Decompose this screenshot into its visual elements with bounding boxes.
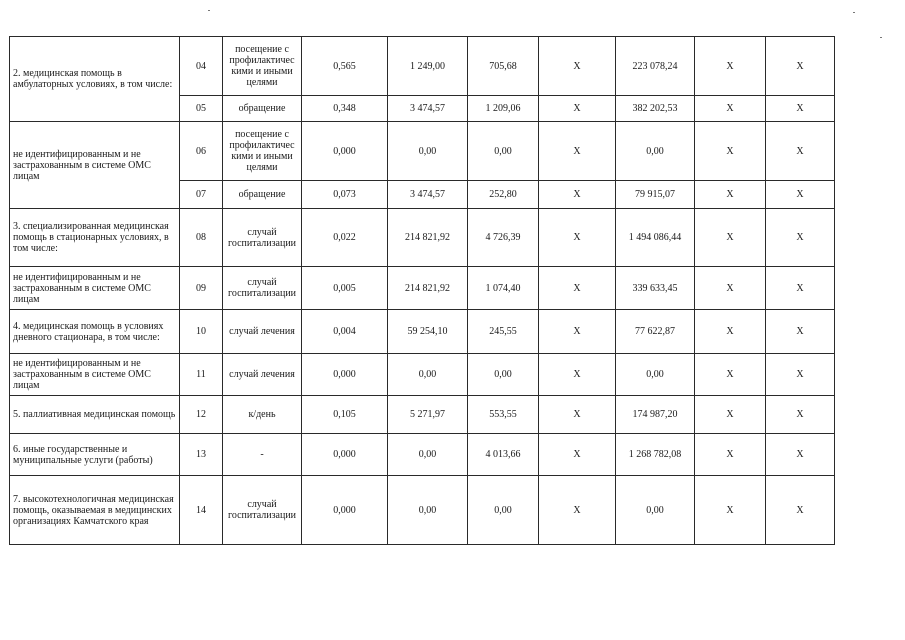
cell-value: 223 078,24 — [616, 37, 695, 96]
row-unit: случай лечения — [223, 354, 302, 396]
cell-value: X — [695, 354, 766, 396]
cell-value: X — [695, 209, 766, 267]
table-row — [10, 310, 835, 354]
cell-value: 0,000 — [302, 476, 388, 545]
cell-value: 0,00 — [468, 476, 539, 545]
cell-value: 1 074,40 — [468, 267, 539, 310]
row-name: 2. медицинская помощь в амбулаторных условиях, в том числе: — [10, 37, 180, 122]
cell-value: 553,55 — [468, 396, 539, 434]
cell-value: 0,022 — [302, 209, 388, 267]
cell-value: X — [539, 122, 616, 181]
table-row — [10, 476, 835, 545]
row-code: 05 — [180, 96, 223, 122]
cell-value: 1 268 782,08 — [616, 434, 695, 476]
cell-value: 0,000 — [302, 122, 388, 181]
cell-value: 4 013,66 — [468, 434, 539, 476]
cell-value: 0,005 — [302, 267, 388, 310]
row-unit: обращение — [223, 181, 302, 209]
row-code: 07 — [180, 181, 223, 209]
cell-value: 214 821,92 — [388, 267, 468, 310]
cell-value: 0,073 — [302, 181, 388, 209]
cell-value: 382 202,53 — [616, 96, 695, 122]
cell-value: X — [766, 181, 835, 209]
table-row — [10, 37, 835, 96]
row-unit: случай госпитализации — [223, 267, 302, 310]
cell-value: 1 209,06 — [468, 96, 539, 122]
cell-value: X — [695, 310, 766, 354]
cell-value: 77 622,87 — [616, 310, 695, 354]
cell-value: 0,00 — [616, 476, 695, 545]
cell-value: 0,565 — [302, 37, 388, 96]
cell-value: X — [766, 96, 835, 122]
cell-value: 3 474,57 — [388, 181, 468, 209]
row-unit: к/день — [223, 396, 302, 434]
row-name: 5. паллиативная медицинская помощь — [10, 396, 180, 434]
cell-value: 0,00 — [616, 354, 695, 396]
cell-value: 0,00 — [616, 122, 695, 181]
table-row — [10, 122, 835, 181]
tariff-table — [9, 36, 835, 545]
table-row — [10, 434, 835, 476]
cell-value: 339 633,45 — [616, 267, 695, 310]
cell-value: X — [539, 37, 616, 96]
cell-value: 245,55 — [468, 310, 539, 354]
cell-value: X — [695, 476, 766, 545]
cell-value: X — [766, 310, 835, 354]
row-unit: случай лечения — [223, 310, 302, 354]
cell-value: 0,000 — [302, 354, 388, 396]
row-unit: посещение с профилактичес кими и иными целями — [223, 122, 302, 181]
cell-value: 4 726,39 — [468, 209, 539, 267]
scan-speck — [208, 10, 210, 11]
cell-value: X — [695, 122, 766, 181]
cell-value: 0,004 — [302, 310, 388, 354]
row-code: 04 — [180, 37, 223, 96]
cell-value: X — [766, 267, 835, 310]
cell-value: 1 249,00 — [388, 37, 468, 96]
cell-value: X — [695, 37, 766, 96]
cell-value: X — [539, 476, 616, 545]
table-row — [10, 267, 835, 310]
cell-value: X — [695, 181, 766, 209]
cell-value: 0,348 — [302, 96, 388, 122]
row-unit: обращение — [223, 96, 302, 122]
cell-value: X — [539, 354, 616, 396]
row-unit: посещение с профилактичес кими и иными целями — [223, 37, 302, 96]
cell-value: X — [539, 96, 616, 122]
cell-value: 0,00 — [388, 434, 468, 476]
row-code: 10 — [180, 310, 223, 354]
row-code: 14 — [180, 476, 223, 545]
cell-value: 0,00 — [388, 354, 468, 396]
cell-value: 0,000 — [302, 434, 388, 476]
row-code: 12 — [180, 396, 223, 434]
cell-value: 5 271,97 — [388, 396, 468, 434]
row-name: не идентифицированным и не застрахованным в системе ОМС лицам — [10, 122, 180, 209]
row-name: не идентифицированным и не застрахованным в системе ОМС лицам — [10, 354, 180, 396]
cell-value: 0,00 — [468, 122, 539, 181]
cell-value: 3 474,57 — [388, 96, 468, 122]
cell-value: X — [539, 209, 616, 267]
cell-value: 0,00 — [388, 122, 468, 181]
row-name: не идентифицированным и не застрахованным в системе ОМС лицам — [10, 267, 180, 310]
cell-value: X — [539, 267, 616, 310]
cell-value: 214 821,92 — [388, 209, 468, 267]
table-row — [10, 209, 835, 267]
scan-speck — [853, 12, 855, 13]
row-code: 13 — [180, 434, 223, 476]
cell-value: X — [539, 396, 616, 434]
row-name: 7. высокотехнологичная медицинская помощь, оказываемая в медицинских организациях Камчатского края — [10, 476, 180, 545]
row-code: 11 — [180, 354, 223, 396]
cell-value: X — [695, 434, 766, 476]
row-unit: - — [223, 434, 302, 476]
cell-value: X — [766, 396, 835, 434]
row-code: 09 — [180, 267, 223, 310]
table-row — [10, 396, 835, 434]
cell-value: X — [766, 354, 835, 396]
row-name: 4. медицинская помощь в условиях дневного стационара, в том числе: — [10, 310, 180, 354]
cell-value: X — [766, 122, 835, 181]
cell-value: X — [539, 310, 616, 354]
cell-value: 79 915,07 — [616, 181, 695, 209]
cell-value: 0,00 — [388, 476, 468, 545]
row-code: 06 — [180, 122, 223, 181]
cell-value: 59 254,10 — [388, 310, 468, 354]
row-unit: случай госпитализации — [223, 476, 302, 545]
cell-value: X — [766, 434, 835, 476]
cell-value: X — [766, 37, 835, 96]
row-name: 6. иные государственные и муниципальные услуги (работы) — [10, 434, 180, 476]
scan-speck — [880, 37, 882, 38]
table-row — [10, 354, 835, 396]
cell-value: 705,68 — [468, 37, 539, 96]
cell-value: 0,00 — [468, 354, 539, 396]
row-code: 08 — [180, 209, 223, 267]
cell-value: 252,80 — [468, 181, 539, 209]
cell-value: X — [695, 267, 766, 310]
row-name: 3. специализированная медицинская помощь в стационарных условиях, в том числе: — [10, 209, 180, 267]
row-unit: случай госпитализации — [223, 209, 302, 267]
cell-value: X — [695, 396, 766, 434]
cell-value: X — [695, 96, 766, 122]
cell-value: 1 494 086,44 — [616, 209, 695, 267]
cell-value: 174 987,20 — [616, 396, 695, 434]
cell-value: X — [766, 476, 835, 545]
cell-value: X — [766, 209, 835, 267]
cell-value: X — [539, 434, 616, 476]
cell-value: X — [539, 181, 616, 209]
cell-value: 0,105 — [302, 396, 388, 434]
